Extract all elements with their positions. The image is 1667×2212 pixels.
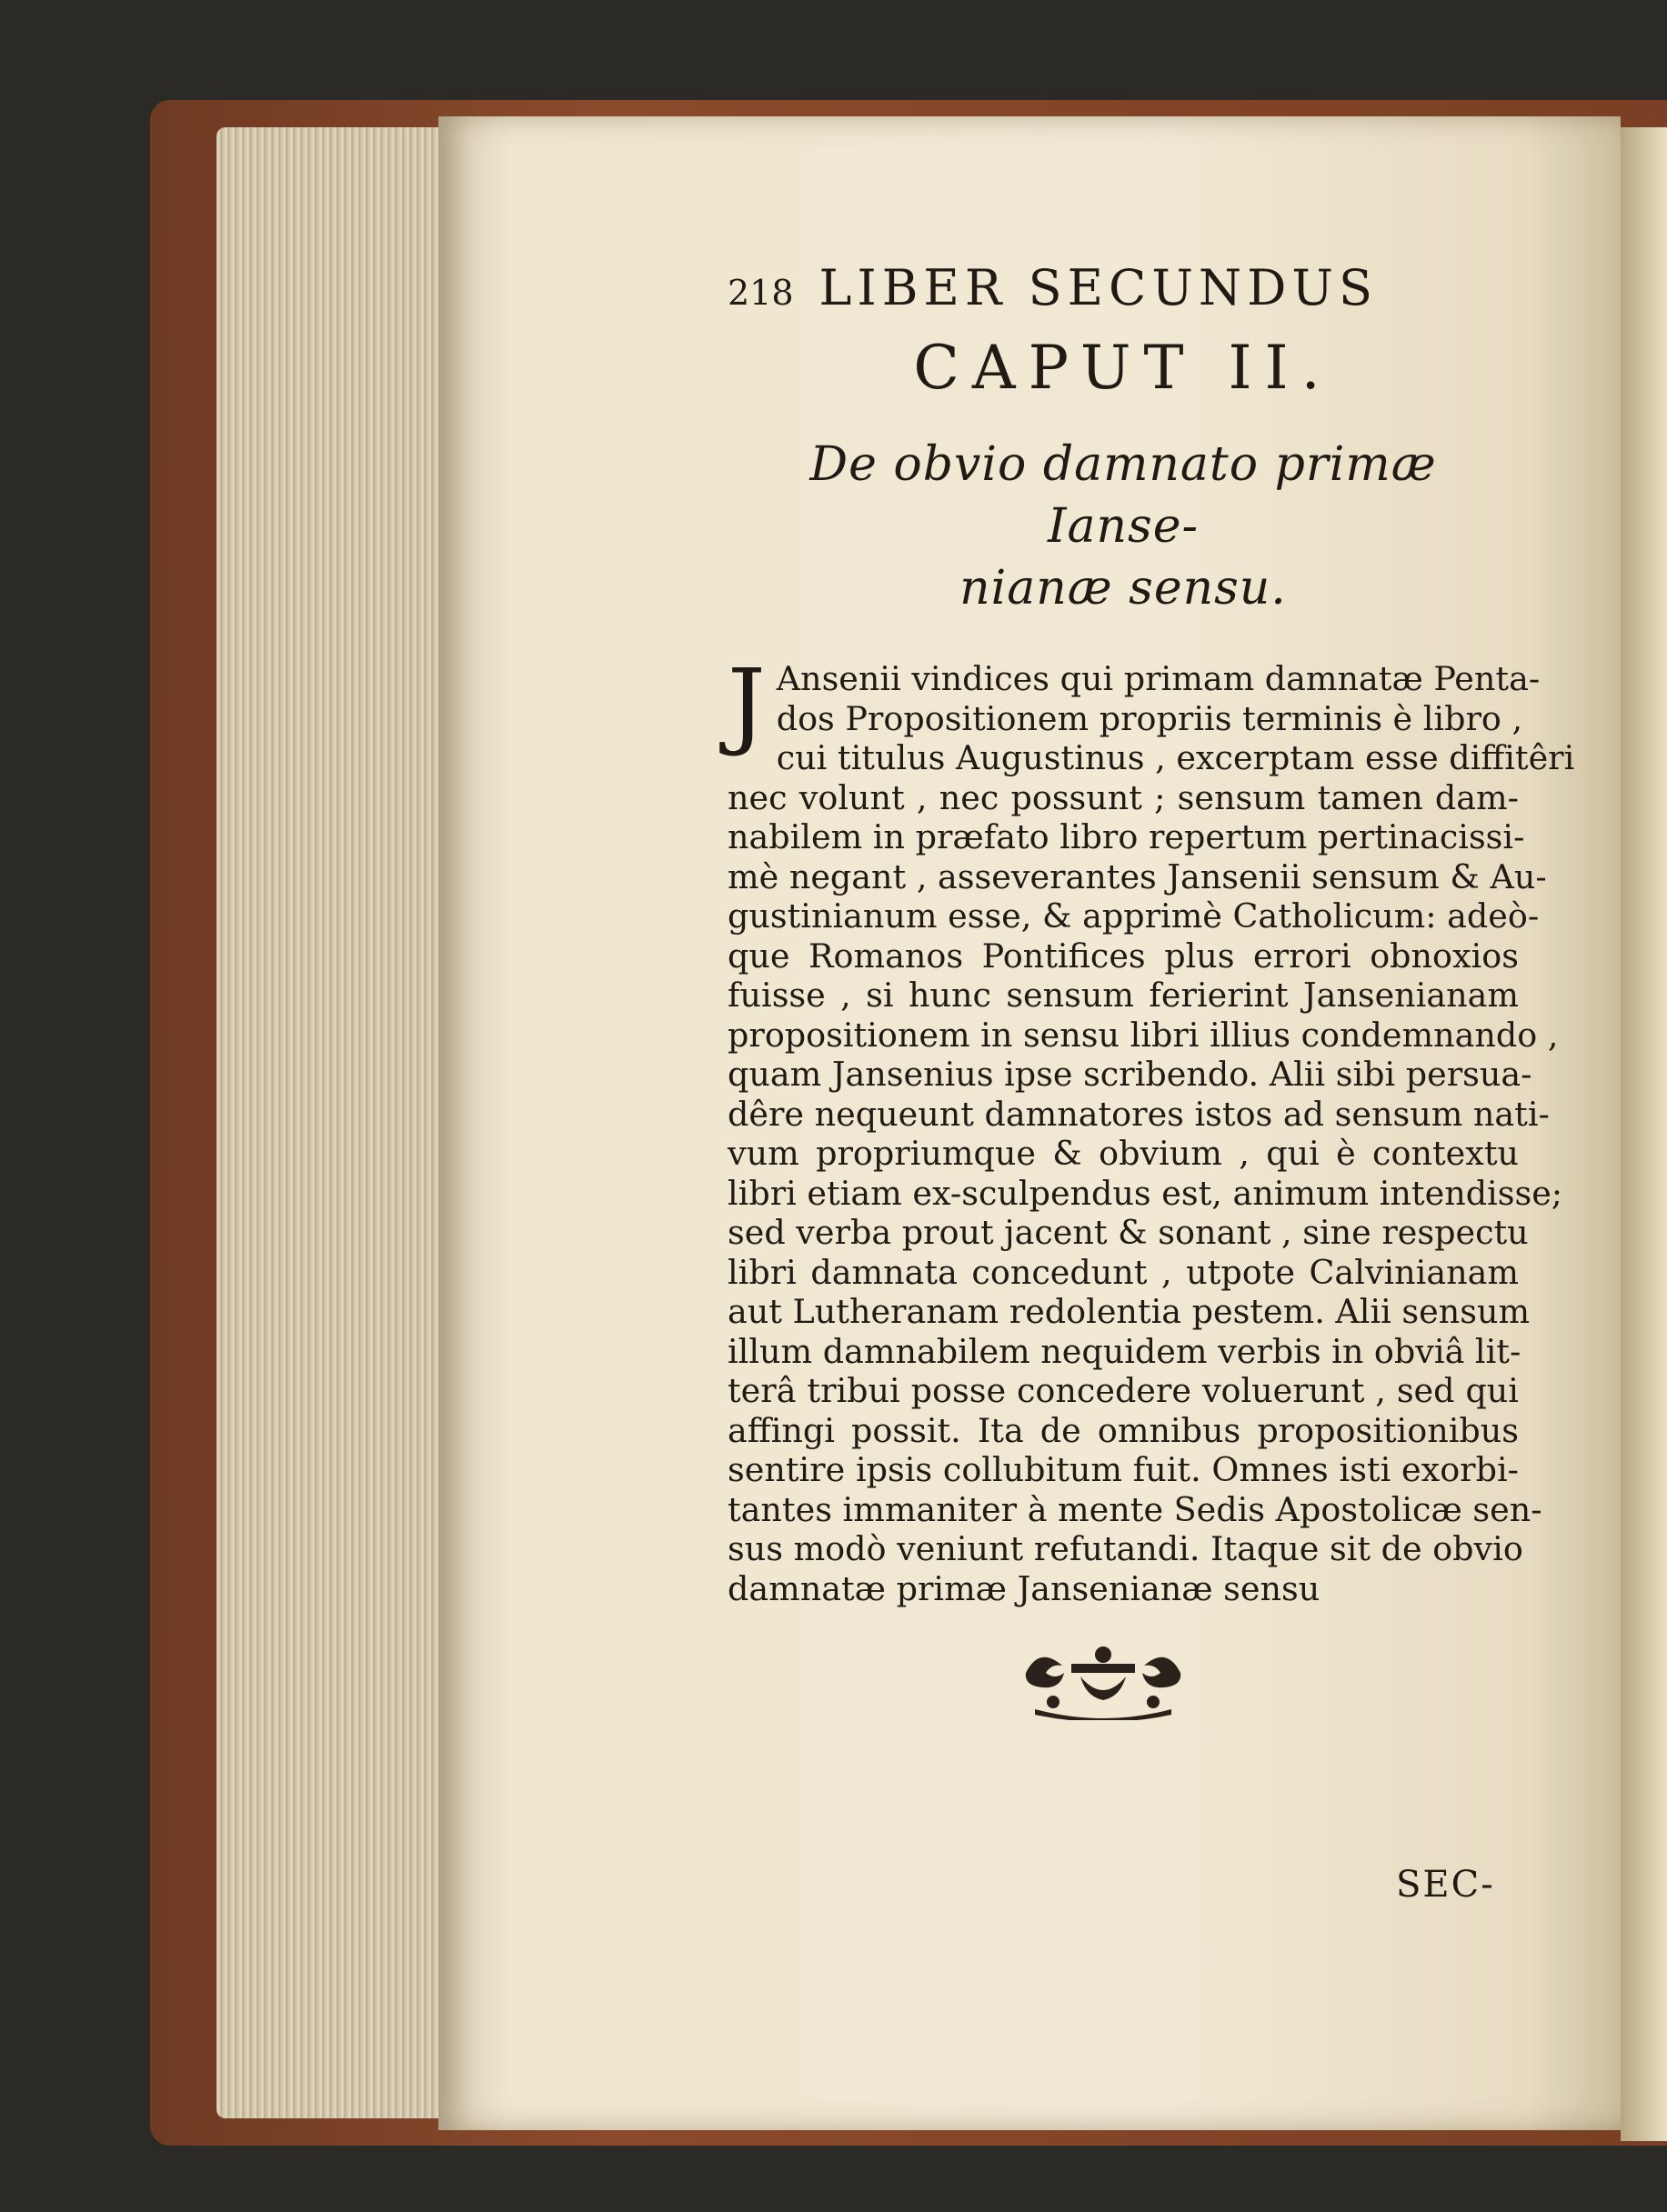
text-line: affingi possit. Ita de omnibus propositionibus bbox=[728, 1410, 1519, 1450]
catchword: SEC- bbox=[1396, 1864, 1495, 1906]
text-line: que Romanos Pontifices plus errori obnoxios bbox=[728, 936, 1519, 976]
body-text bbox=[728, 648, 1575, 1608]
subtitle-line: De obvio damnato primæ Ianse- bbox=[809, 437, 1437, 554]
text-line: illum damnabilem nequidem verbis in obviâ lit- bbox=[728, 1331, 1521, 1371]
text-line: terâ tribui posse concedere voluerunt , sed qui bbox=[728, 1371, 1519, 1410]
running-head bbox=[728, 259, 1519, 316]
text-line: sus modò veniunt refutandi. Itaque sit de obvio bbox=[728, 1529, 1523, 1568]
text-line: fuisse , si hunc sensum ferierint Jansenianam bbox=[728, 976, 1519, 1015]
text-line: nec volunt , nec possunt ; sensum tamen dam- bbox=[728, 777, 1519, 817]
text-line: quam Jansenius ipse scribendo. Alii sibi persua- bbox=[728, 1055, 1532, 1094]
text-line: gustinianum esse, & apprimè Catholicum: adeò- bbox=[728, 896, 1540, 936]
page-edges bbox=[216, 127, 453, 2118]
text-line: dos Propositionem propriis terminis è libro , bbox=[776, 698, 1523, 738]
text-line: damnatæ primæ Jansenianæ sensu bbox=[728, 1568, 1321, 1608]
text-line: sed verba prout jacent & sonant , sine respectu bbox=[728, 1213, 1529, 1252]
text-line: Ansenii vindices qui primam damnatæ Penta- bbox=[776, 659, 1541, 698]
text-line: vum propriumque & obvium , qui è contextu bbox=[728, 1134, 1519, 1173]
running-title: LIBER SECUNDUS bbox=[818, 259, 1378, 316]
text-line: libri etiam ex-sculpendus est, animum intendisse; bbox=[728, 1173, 1563, 1213]
facing-page-edge bbox=[1621, 127, 1667, 2141]
subtitle-line: nianæ sensu. bbox=[959, 561, 1287, 616]
printer-ornament-icon bbox=[1017, 1636, 1190, 1720]
page-number: 218 bbox=[728, 273, 794, 313]
text-line: propositionem in sensu libri illius condemnando , bbox=[728, 1015, 1559, 1055]
text-line: tantes immaniter à mente Sedis Apostolicæ sen- bbox=[728, 1489, 1542, 1529]
text-line: sentire ipsis collubitum fuit. Omnes isti exorbi- bbox=[728, 1450, 1519, 1489]
text-line: cui titulus Augustinus , excerptam esse diffitêri bbox=[776, 738, 1575, 777]
text-line: libri damnata concedunt , utpote Calvinianam bbox=[728, 1252, 1519, 1292]
chapter-title: CAPUT II. bbox=[913, 333, 1333, 403]
text-line: dêre nequeunt damnatores istos ad sensum nati- bbox=[728, 1094, 1550, 1134]
page-text bbox=[728, 259, 1575, 1608]
text-line: mè negant , asseverantes Jansenii sensum & Au- bbox=[728, 856, 1547, 896]
text-line: aut Lutheranam redolentia pestem. Alii sensum bbox=[728, 1292, 1531, 1331]
drop-cap: J bbox=[728, 648, 766, 759]
text-line: nabilem in præfato libro repertum pertinacissi- bbox=[728, 817, 1525, 856]
chapter-subtitle bbox=[728, 434, 1519, 619]
